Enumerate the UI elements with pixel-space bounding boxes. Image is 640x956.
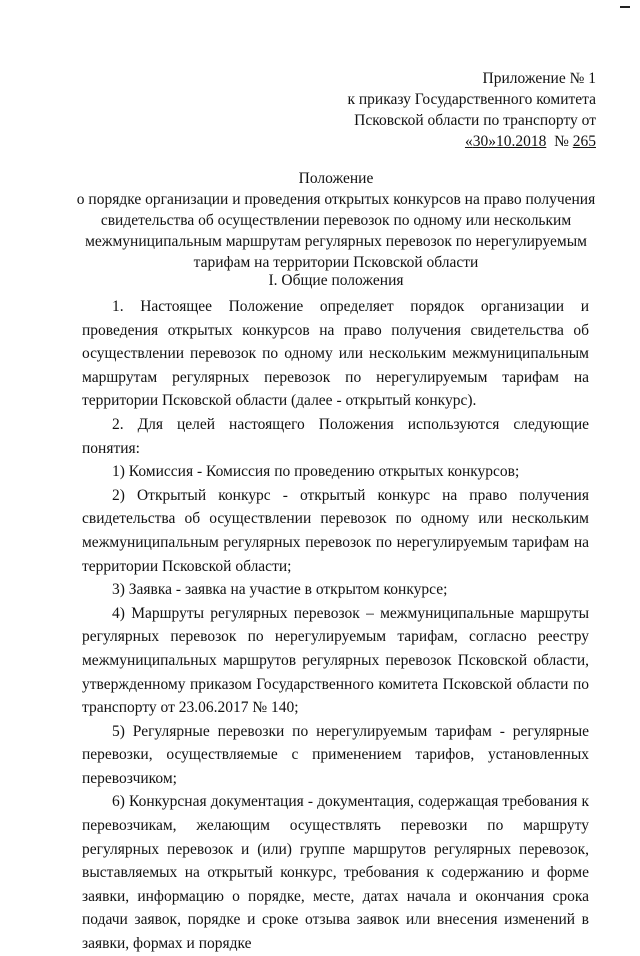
section-heading: I. Общие положения	[268, 272, 404, 289]
paragraph-definition-2: 2) Открытый конкурс - открытый конкурс на право получения свидетельства об осуществлении перевозок по одному или нескольким межмуниципальным регулярных перевозок по нерегулируемым тарифам на территории Псковской области;	[82, 486, 589, 575]
date-rest: »10.2018	[488, 133, 547, 150]
paragraph-definition-5: 5) Регулярные перевозки по нерегулируемым тарифам - регулярные перевозки, осуществляемые с применением тарифов, установленных перевозчиком;	[82, 722, 589, 787]
paragraph-2: 2. Для целей настоящего Положения используются следующие понятия:	[82, 415, 589, 457]
paragraph-1: 1. Настоящее Положение определяет порядок организации и проведения открытых конкурсов на право получения свидетельства об осуществлении перевозок по одному или нескольким межмуниципальным маршрутам регулярных перевозок по нерегулируемым тарифам на территории Псковской области (далее - открытый конкурс).	[82, 298, 589, 410]
title-line-2: свидетельства об осуществлении перевозок по одному или нескольким	[100, 212, 572, 229]
order-number: 265	[572, 133, 596, 150]
title-line-1: о порядке организации и проведения открытых конкурсов на право получения	[76, 191, 596, 208]
appendix-line-2: к приказу Государственного комитета	[347, 91, 596, 108]
appendix-line-1: Приложение № 1	[482, 70, 596, 87]
title-heading: Положение	[298, 170, 374, 187]
date-open-quote: «	[464, 133, 473, 150]
appendix-date	[465, 133, 546, 150]
document-title	[76, 168, 596, 273]
appendix-line-3: Псковской области по транспорту от	[354, 112, 596, 129]
document-body	[82, 295, 589, 956]
appendix-header	[296, 68, 596, 152]
appendix-date-line	[296, 131, 596, 152]
scan-mark	[620, 6, 630, 8]
paragraph-definition-6: 6) Конкурсная документация - документация, содержащая требования к перевозчикам, желающим осуществлять перевозки по маршруту регулярных перевозок и (или) группе маршрутов регулярных перевозок, выставляемых на открытый конкурс, требования к содержанию и форме заявки, информацию о порядке, месте, датах начала и окончания срока подачи заявок, порядке и сроке отзыва заявок или внесения изменений в заявки, формах и порядке	[82, 793, 589, 953]
title-line-3: межмуниципальным маршрутам регулярных перевозок по нерегулируемым	[85, 233, 587, 250]
order-number-prefix: №	[554, 133, 573, 150]
paragraph-definition-1: 1) Комиссия - Комиссия по проведению открытых конкурсов;	[112, 463, 520, 481]
paragraph-definition-3: 3) Заявка - заявка на участие в открытом конкурсе;	[112, 581, 448, 599]
paragraph-definition-4: 4) Маршруты регулярных перевозок – межмуниципальные маршруты регулярных перевозок по нерегулируемым тарифам, согласно реестру межмуниципальных маршрутов регулярных перевозок Псковской области, утвержденному приказом Государственного комитета Псковской области по транспорту от 23.06.2017 № 140;	[82, 604, 589, 717]
title-line-4: тарифам на территории Псковской области	[193, 254, 479, 271]
date-day: 30	[472, 133, 489, 150]
